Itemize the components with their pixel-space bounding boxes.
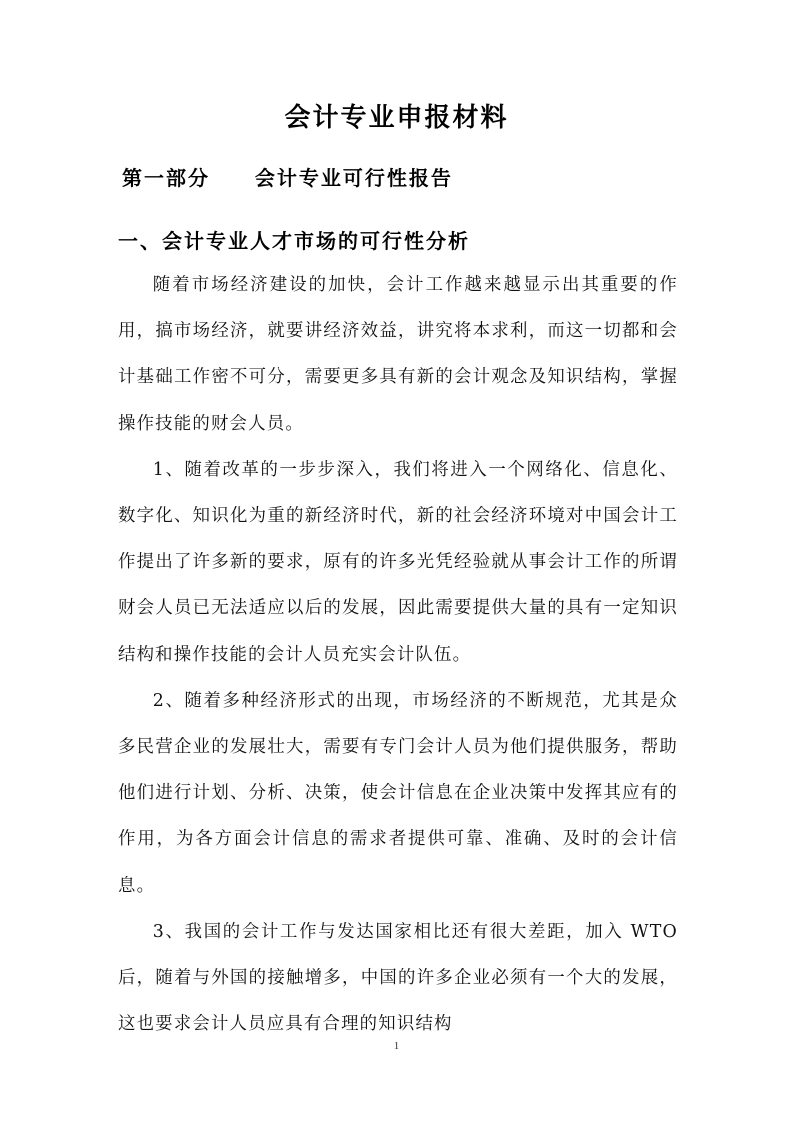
section-heading: 一、会计专业人才市场的可行性分析 bbox=[118, 229, 470, 253]
paragraph-intro: 随着市场经济建设的加快，会计工作越来越显示出其重要的作用，搞市场经济，就要讲经济效益，讲究将本求利，而这一切都和会计基础工作密不可分，需要更多具有新的会计观念及知识结构，掌握操作技能的财会人员。 bbox=[118, 275, 678, 434]
paragraph-point-1: 1、随着改革的一步步深入，我们将进入一个网络化、信息化、数字化、知识化为重的新经济时代，新的社会经济环境对中国会计工作提出了许多新的要求，原有的许多光凭经验就从事会计工作的所谓财会人员已无法适应以后的发展，因此需要提供大量的具有一定知识结构和操作技能的会计人员充实会计队伍。 bbox=[118, 459, 678, 665]
document-title: 会计专业申报材料 bbox=[284, 103, 509, 133]
part-heading: 第一部分 会计专业可行性报告 bbox=[122, 166, 453, 190]
paragraph-point-3: 3、我国的会计工作与发达国家相比还有很大差距，加入 WTO 后，随着与外国的接触增多，中国的许多企业必须有一个大的发展，这也要求会计人员应具有合理的知识结构 bbox=[118, 921, 678, 1035]
page-number: 1 bbox=[393, 1040, 400, 1052]
body-text bbox=[118, 262, 678, 1047]
paragraph-point-2: 2、随着多种经济形式的出现，市场经济的不断规范，尤其是众多民营企业的发展壮大，需要有专门会计人员为他们提供服务，帮助他们进行计划、分析、决策，使会计信息在企业决策中发挥其应有的作用，为各方面会计信息的需求者提供可靠、准确、及时的会计信息。 bbox=[118, 690, 678, 896]
